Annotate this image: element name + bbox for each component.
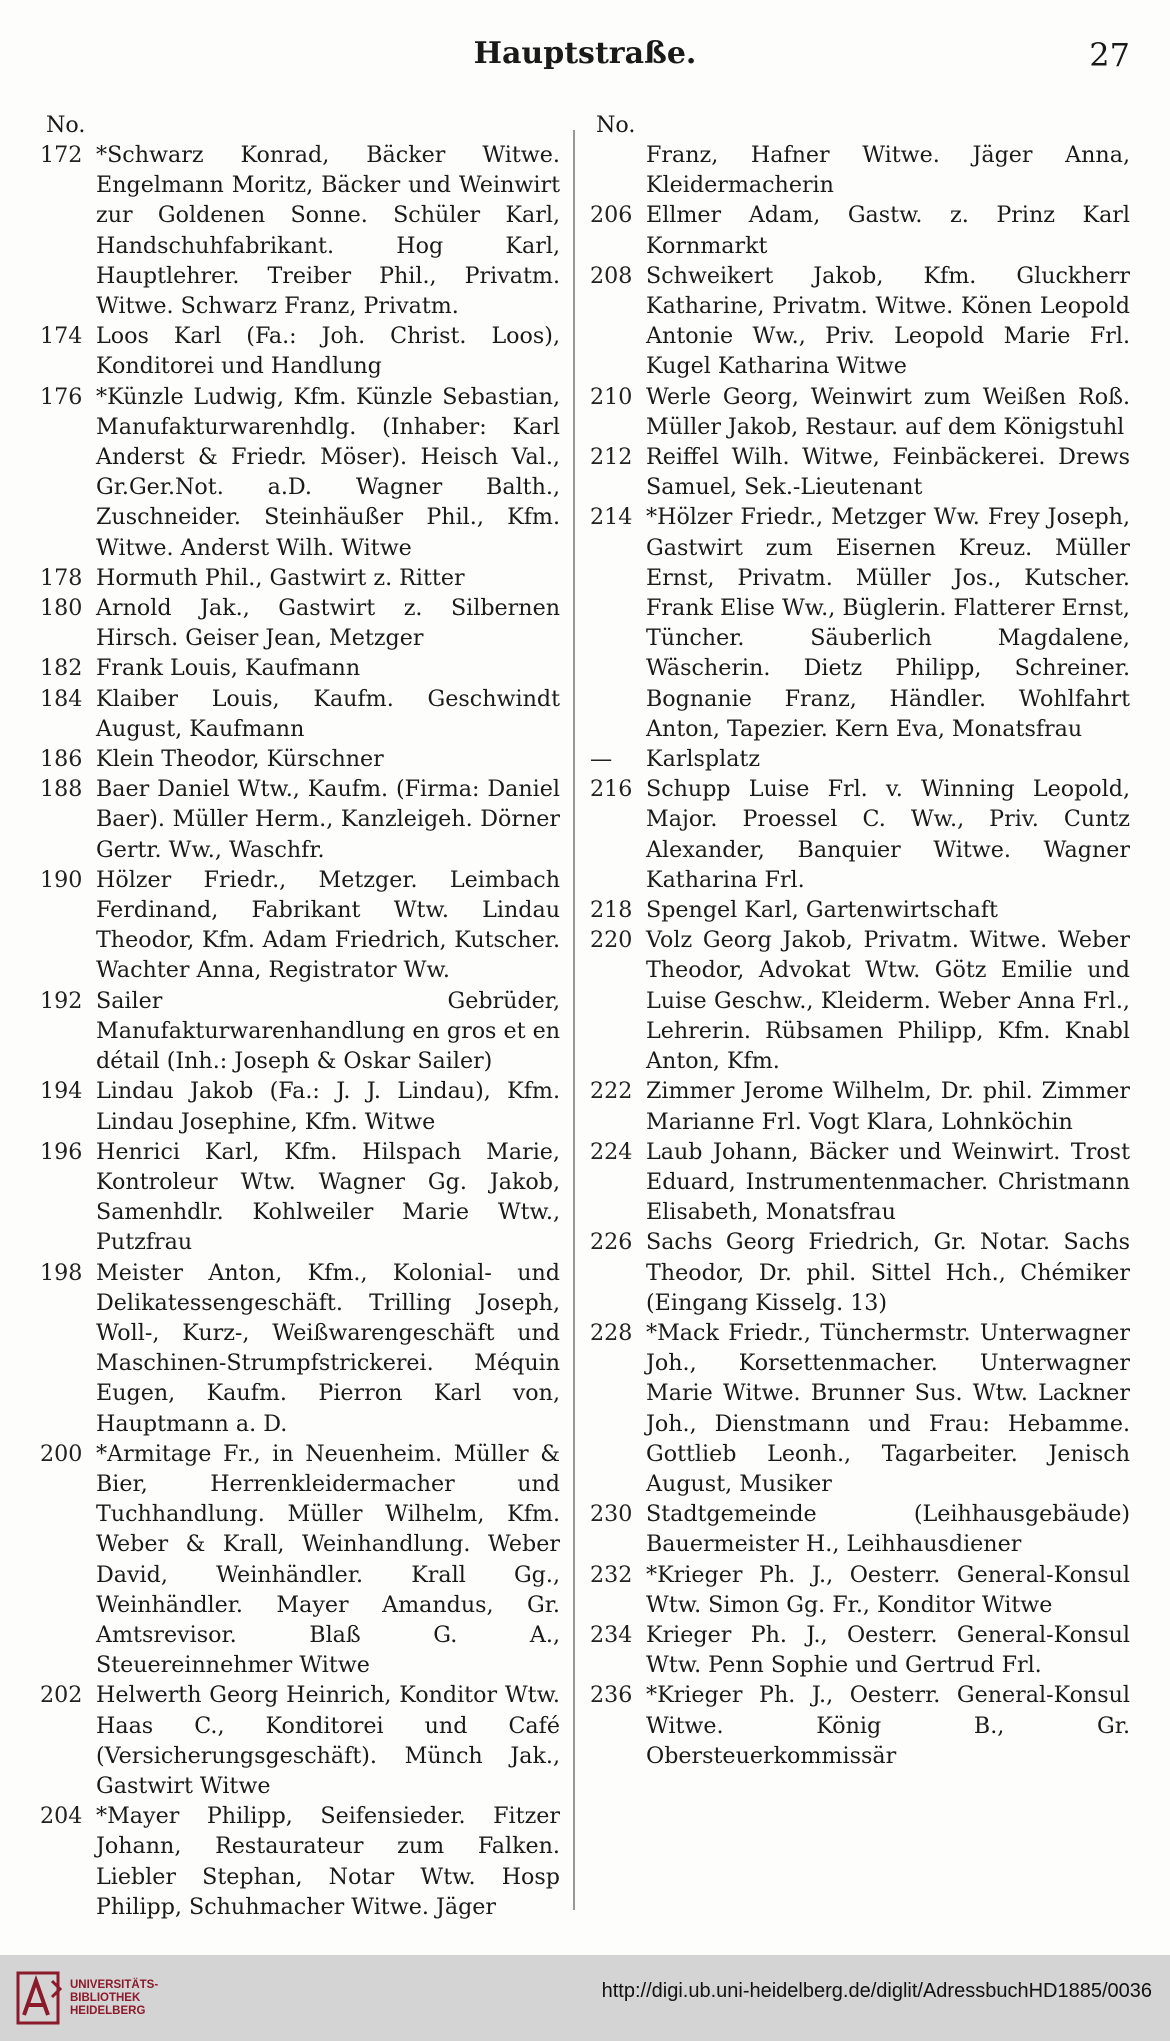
column-divider <box>573 130 575 1910</box>
entry-list <box>40 140 560 1922</box>
resident-list: *Hölzer Friedr., Metzger Ww. Frey Joseph, Gastwirt zum Eisernen Kreuz. Müller Ernst, Privatm. Müller Jos., Kutscher. Frank Elise Ww., Büglerin. Flatterer Ernst, Tüncher. Säuberlich Magdalene, Wäscherin. Dietz Philipp, Schreiner. Bognanie Franz, Händler. Wohlfahrt Anton, Tapezier. Kern Eva, Monatsfrau <box>646 504 1130 742</box>
address-entry <box>590 261 1130 382</box>
address-entry <box>40 563 560 593</box>
house-number: 236 <box>590 1682 633 1709</box>
address-entry <box>590 382 1130 442</box>
library-logo-icon <box>14 1967 66 2029</box>
address-entry <box>40 774 560 865</box>
address-entry <box>40 1258 560 1439</box>
address-entry <box>590 1499 1130 1559</box>
house-number: 180 <box>40 595 83 622</box>
resident-list: Zimmer Jerome Wilhelm, Dr. phil. Zimmer Marianne Frl. Vogt Klara, Lohnköchin <box>646 1078 1130 1135</box>
resident-list: *Mayer Philipp, Seifensieder. Fitzer Johann, Restaurateur zum Falken. Liebler Stephan, Notar Wtw. Hosp Philipp, Schuhmacher Witwe. Jäger <box>96 1803 560 1920</box>
house-number: 208 <box>590 262 633 289</box>
house-number: 234 <box>590 1621 633 1648</box>
resident-list: Volz Georg Jakob, Privatm. Witwe. Weber Theodor, Advokat Wtw. Götz Emilie und Luise Geschw., Kleiderm. Weber Anna Frl., Lehrerin. Rübsamen Philipp, Kfm. Knabl Anton, Kfm. <box>646 927 1130 1075</box>
address-entry <box>40 744 560 774</box>
address-entry <box>590 200 1130 260</box>
address-entry <box>590 1680 1130 1771</box>
resident-list: Lindau Jakob (Fa.: J. J. Lindau), Kfm. Lindau Josephine, Kfm. Witwe <box>96 1078 560 1135</box>
resident-list: Klein Theodor, Kürschner <box>96 746 384 773</box>
number-column-label: No. <box>596 112 636 138</box>
address-entry <box>40 382 560 563</box>
house-number: 218 <box>590 897 633 924</box>
address-entry <box>40 1801 560 1922</box>
address-entry <box>40 321 560 381</box>
address-entry <box>40 140 560 321</box>
address-entry <box>590 925 1130 1076</box>
page-header <box>40 36 1130 76</box>
resident-list: Meister Anton, Kfm., Kolonial- und Delikatessengeschäft. Trilling Joseph, Woll-, Kurz-, Weißwarengeschäft und Maschinen-Strumpfstrickerei. Méquin Eugen, Kaufm. Pierron Karl von, Hauptmann a. D. <box>96 1259 560 1437</box>
house-number: 198 <box>40 1259 83 1286</box>
house-number: 194 <box>40 1078 83 1105</box>
resident-list: Schupp Luise Frl. v. Winning Leopold, Major. Proessel C. Ww., Priv. Cuntz Alexander, Banquier Witwe. Wagner Katharina Frl. <box>646 776 1130 893</box>
page-number: 27 <box>1089 36 1130 74</box>
house-number: 230 <box>590 1501 633 1528</box>
address-entry <box>590 1076 1130 1136</box>
left-column <box>40 110 560 1922</box>
resident-list: Spengel Karl, Gartenwirtschaft <box>646 897 998 924</box>
address-entry <box>590 744 1130 774</box>
resident-list: Klaiber Louis, Kaufm. Geschwindt August, Kaufmann <box>96 685 560 742</box>
address-entry <box>40 1439 560 1681</box>
house-number: 216 <box>590 776 633 803</box>
resident-list: Helwerth Georg Heinrich, Konditor Wtw. Haas C., Konditorei und Café (Versicherungsgeschäft). Münch Jak., Gastwirt Witwe <box>96 1682 560 1799</box>
resident-list: Ellmer Adam, Gastw. z. Prinz Karl Kornmarkt <box>646 202 1130 259</box>
number-column-label: No. <box>46 112 86 138</box>
address-entry <box>40 1076 560 1136</box>
address-entry <box>40 986 560 1077</box>
house-number: 196 <box>40 1138 83 1165</box>
page-title: Hauptstraße. <box>473 36 697 71</box>
house-number: 182 <box>40 655 83 682</box>
address-entry <box>590 1560 1130 1620</box>
address-entry <box>590 1227 1130 1318</box>
resident-list: Loos Karl (Fa.: Joh. Christ. Loos), Konditorei und Handlung <box>96 323 560 380</box>
address-entry <box>590 140 1130 200</box>
source-url[interactable]: http://digi.ub.uni-heidelberg.de/diglit/AdressbuchHD1885/0036 <box>601 1980 1152 2002</box>
house-number: 202 <box>40 1682 83 1709</box>
house-number: 206 <box>590 202 633 229</box>
right-column <box>590 110 1130 1771</box>
house-number: 228 <box>590 1319 633 1346</box>
house-number: 174 <box>40 323 83 350</box>
resident-list: *Armitage Fr., in Neuenheim. Müller & Bier, Herrenkleidermacher und Tuchhandlung. Müller Wilhelm, Kfm. Weber & Krall, Weinhandlung. Weber David, Weinhändler. Krall Gg., Weinhändler. Mayer Amandus, Gr. Amtsrevisor. Blaß G. A., Steuereinnehmer Witwe <box>96 1440 560 1679</box>
address-entry <box>40 1137 560 1258</box>
house-number: 224 <box>590 1138 633 1165</box>
resident-list: Henrici Karl, Kfm. Hilspach Marie, Kontroleur Wtw. Wagner Gg. Jakob, Samenhdlr. Kohlweiler Marie Wtw., Putzfrau <box>96 1138 560 1256</box>
house-number: 204 <box>40 1803 83 1830</box>
resident-list: Sachs Georg Friedrich, Gr. Notar. Sachs Theodor, Dr. phil. Sittel Hch., Chémiker (Eingang Kisselg. 13) <box>646 1229 1130 1316</box>
viewer-footer <box>0 1955 1170 2041</box>
resident-list: Franz, Hafner Witwe. Jäger Anna, Kleidermacherin <box>646 142 1130 199</box>
address-entry <box>40 865 560 986</box>
resident-list: Krieger Ph. J., Oesterr. General-Konsul Wtw. Penn Sophie und Gertrud Frl. <box>646 1621 1130 1679</box>
house-number <box>590 140 646 200</box>
resident-list: Laub Johann, Bäcker und Weinwirt. Trost Eduard, Instrumentenmacher. Christmann Elisabeth, Monatsfrau <box>646 1138 1130 1226</box>
resident-list: *Schwarz Konrad, Bäcker Witwe. Engelmann Moritz, Bäcker und Weinwirt zur Goldenen Sonne. Schüler Karl, Handschuhfabrikant. Hog Karl, Hauptlehrer. Treiber Phil., Privatm. Witwe. Schwarz Franz, Privatm. <box>96 142 560 320</box>
house-number: 232 <box>590 1561 633 1588</box>
house-number: 188 <box>40 776 83 803</box>
library-name: UNIVERSITÄTS- BIBLIOTHEK HEIDELBERG <box>70 1979 159 2017</box>
address-entry <box>590 895 1130 925</box>
address-entry <box>40 593 560 653</box>
entry-list <box>590 140 1130 1771</box>
resident-list: *Mack Friedr., Tünchermstr. Unterwagner Joh., Korsettenmacher. Unterwagner Marie Witwe. Brunner Sus. Wtw. Lackner Joh., Dienstmann und Frau: Hebamme. Gottlieb Leonh., Tagarbeiter. Jenisch August, Musiker <box>646 1319 1130 1497</box>
house-number: 178 <box>40 564 83 591</box>
house-number: 212 <box>590 444 633 471</box>
resident-list: *Künzle Ludwig, Kfm. Künzle Sebastian, Manufakturwarenhdlg. (Inhaber: Karl Anderst & Friedr. Möser). Heisch Val., Gr.Ger.Not. a.D. Wagner Balth., Zuschneider. Steinhäußer Phil., Kfm. Witwe. Anderst Wilh. Witwe <box>96 383 560 561</box>
resident-list: *Krieger Ph. J., Oesterr. General-Konsul Wtw. Simon Gg. Fr., Konditor Witwe <box>646 1561 1130 1618</box>
resident-list: *Krieger Ph. J., Oesterr. General-Konsul Witwe. König B., Gr. Obersteuerkommissär <box>646 1682 1130 1769</box>
house-number: 200 <box>40 1440 83 1467</box>
house-number: 172 <box>40 142 83 168</box>
address-entry <box>40 1680 560 1801</box>
house-number: 186 <box>40 746 83 773</box>
house-number: 222 <box>590 1078 633 1105</box>
resident-list: Karlsplatz <box>646 746 761 773</box>
house-number: 184 <box>40 685 83 712</box>
house-number: 190 <box>40 866 83 893</box>
house-number: 226 <box>590 1229 633 1256</box>
resident-list: Hormuth Phil., Gastwirt z. Ritter <box>96 564 465 591</box>
resident-list: Baer Daniel Wtw., Kaufm. (Firma: Daniel Baer). Müller Herm., Kanzleigeh. Dörner Gertr. Ww., Waschfr. <box>96 776 560 863</box>
address-entry <box>40 653 560 683</box>
resident-list: Werle Georg, Weinwirt zum Weißen Roß. Müller Jakob, Restaur. auf dem Königstuhl <box>646 383 1130 440</box>
address-entry <box>590 1318 1130 1499</box>
house-number: 176 <box>40 383 83 410</box>
house-number: — <box>590 746 613 773</box>
resident-list: Hölzer Friedr., Metzger. Leimbach Ferdinand, Fabrikant Wtw. Lindau Theodor, Kfm. Adam Friedrich, Kutscher. Wachter Anna, Registrator Ww. <box>96 866 560 984</box>
house-number: 214 <box>590 504 633 531</box>
house-number: 192 <box>40 987 83 1014</box>
address-entry <box>590 1137 1130 1228</box>
resident-list: Schweikert Jakob, Kfm. Gluckherr Katharine, Privatm. Witwe. Könen Leopold Antonie Ww., Priv. Leopold Marie Frl. Kugel Katharina Witwe <box>646 262 1130 380</box>
address-entry <box>40 684 560 744</box>
house-number: 220 <box>590 927 633 954</box>
resident-list: Arnold Jak., Gastwirt z. Silbernen Hirsch. Geiser Jean, Metzger <box>96 595 560 652</box>
house-number: 210 <box>590 383 633 410</box>
resident-list: Stadtgemeinde (Leihhausgebäude) Bauermeister H., Leihhausdiener <box>646 1501 1130 1558</box>
address-entry <box>590 774 1130 895</box>
resident-list: Reiffel Wilh. Witwe, Feinbäckerei. Drews Samuel, Sek.-Lieutenant <box>646 444 1130 501</box>
address-entry <box>590 1620 1130 1680</box>
resident-list: Frank Louis, Kaufmann <box>96 655 361 682</box>
address-entry <box>590 442 1130 502</box>
address-entry <box>590 502 1130 744</box>
resident-list: Sailer Gebrüder, Manufakturwarenhandlung en gros et en détail (Inh.: Joseph & Oskar Sailer) <box>96 987 561 1075</box>
